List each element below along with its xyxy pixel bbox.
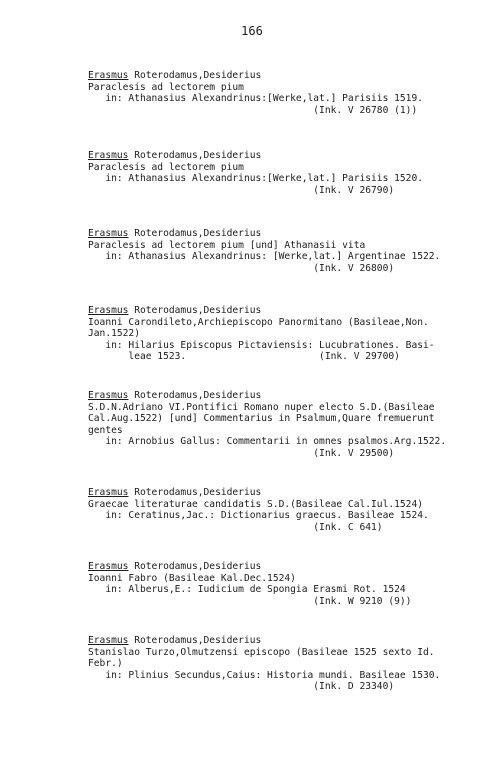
entry-heading	[88, 70, 478, 82]
catalog-entry	[88, 70, 478, 116]
entry-line: in: Athanasius Alexandrinus:[Werke,lat.] Parisiis 1519.	[88, 93, 424, 105]
entry-line: (Ink. V 26790)	[88, 184, 395, 196]
entry-line: (Ink. W 9210 (9))	[88, 595, 412, 607]
catalog-entry	[88, 561, 478, 607]
entry-line: Graecae literaturae candidatis S.D.(Basileae Cal.Iul.1524)	[88, 498, 424, 510]
author-forename: Roterodamus,Desiderius	[134, 150, 262, 161]
entry-heading	[88, 150, 478, 162]
catalog-entry	[88, 305, 478, 363]
entry-line: gentes	[88, 424, 123, 436]
page-number: 166	[241, 24, 263, 38]
author-surname: Erasmus	[88, 635, 129, 646]
author-surname: Erasmus	[88, 390, 129, 401]
author-surname: Erasmus	[88, 487, 129, 498]
entry-line: Paraclesis ad lectorem pium	[88, 81, 244, 93]
entry-line: S.D.N.Adriano VI.Pontifici Romano nuper electo S.D.(Basileae	[88, 401, 435, 413]
catalog-entry	[88, 390, 478, 460]
entry-line: in: Athanasius Alexandrinus:[Werke,lat.] Parisiis 1520.	[88, 173, 424, 185]
author-surname: Erasmus	[88, 561, 129, 572]
catalog-entry	[88, 150, 478, 196]
entry-heading	[88, 487, 478, 499]
author-forename: Roterodamus,Desiderius	[134, 635, 262, 646]
author-forename: Roterodamus,Desiderius	[134, 390, 262, 401]
catalog-entry	[88, 487, 478, 533]
entry-line: Paraclesis ad lectorem pium [und] Athanasii vita	[88, 239, 366, 251]
entry-line: Stanislao Turzo,Olmutzensi episcopo (Basileae 1525 sexto Id.	[88, 646, 435, 658]
entry-line: Paraclesis ad lectorem pium	[88, 161, 244, 173]
entry-line: in: Arnobius Gallus: Commentarii in omnes psalmos.Arg.1522.	[88, 436, 447, 448]
author-forename: Roterodamus,Desiderius	[134, 487, 262, 498]
entry-heading	[88, 305, 478, 317]
entry-line: in: Alberus,E.: Iudicium de Spongia Erasmi Rot. 1524	[88, 584, 406, 596]
author-forename: Roterodamus,Desiderius	[134, 228, 262, 239]
entry-line: Ioanni Carondileto,Archiepiscopo Panormitano (Basileae,Non.	[88, 316, 429, 328]
entry-heading	[88, 228, 478, 240]
entry-line: (Ink. C 641)	[88, 521, 383, 533]
entry-line: (Ink. V 26800)	[88, 262, 395, 274]
entry-line: (Ink. V 26780 (1))	[88, 104, 418, 116]
entry-line: (Ink. V 29500)	[88, 447, 395, 459]
entry-heading	[88, 635, 478, 647]
entry-line: in: Ceratinus,Jac.: Dictionarius graecus. Basileae 1524.	[88, 510, 429, 522]
author-surname: Erasmus	[88, 228, 129, 239]
entry-heading	[88, 390, 478, 402]
author-forename: Roterodamus,Desiderius	[134, 561, 262, 572]
author-forename: Roterodamus,Desiderius	[134, 305, 262, 316]
entry-line: in: Hilarius Episcopus Pictaviensis: Lucubrationes. Basi-	[88, 339, 435, 351]
entry-line: Ioanni Fabro (Basileae Kal.Dec.1524)	[88, 572, 296, 584]
entry-line: Cal.Aug.1522) [und] Commentarius in Psalmum,Quare fremuerunt	[88, 413, 435, 425]
author-forename: Roterodamus,Desiderius	[134, 70, 262, 81]
author-surname: Erasmus	[88, 150, 129, 161]
entry-line: Febr.)	[88, 658, 123, 670]
entry-heading	[88, 561, 478, 573]
entry-line: in: Athanasius Alexandrinus: [Werke,lat.] Argentinae 1522.	[88, 251, 441, 263]
author-surname: Erasmus	[88, 305, 129, 316]
author-surname: Erasmus	[88, 70, 129, 81]
entry-line: Jan.1522)	[88, 328, 140, 340]
catalog-entry	[88, 635, 478, 693]
entry-line: (Ink. D 23340)	[88, 681, 395, 693]
catalog-entry	[88, 228, 478, 274]
entry-line: leae 1523. (Ink. V 29700)	[88, 351, 400, 363]
entry-line: in: Plinius Secundus,Caius: Historia mundi. Basileae 1530.	[88, 669, 441, 681]
